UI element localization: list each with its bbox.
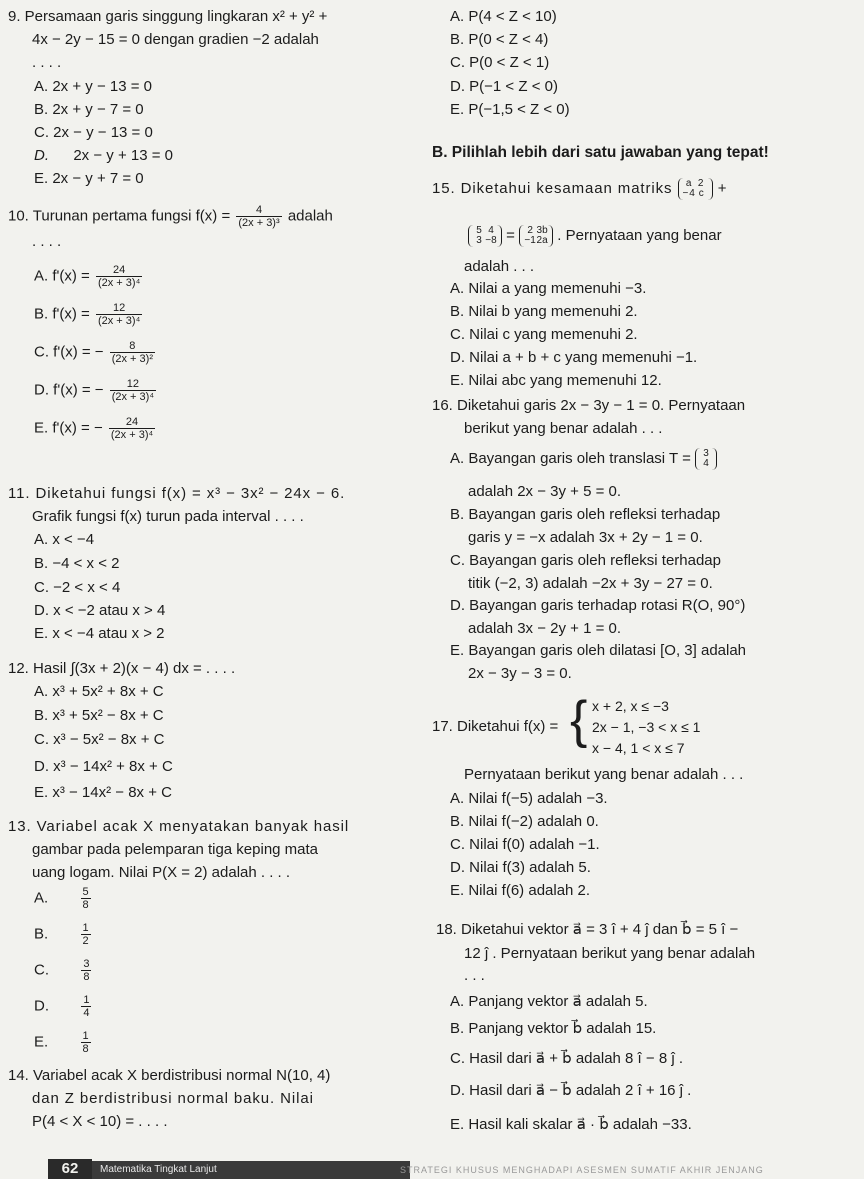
q16-option-d[interactable]: D. Bayangan garis terhadap rotasi R(O, 90°) xyxy=(450,597,746,614)
q15-m1-a: a xyxy=(685,178,693,189)
q10-c-label: C. f'(x) = − xyxy=(34,343,104,361)
q18-stem-line3: . . . xyxy=(464,967,485,984)
q13-stem-line1: 13. Variabel acak X menyatakan banyak hasil xyxy=(8,818,350,835)
q13-option-e[interactable] xyxy=(34,1030,93,1055)
q10-a-label: A. f'(x) = xyxy=(34,267,90,285)
q10-stem-num: 4 xyxy=(236,204,281,217)
q10-stem-den: (2x + 3)³ xyxy=(238,217,280,229)
q15-m3-d: 2a xyxy=(536,235,548,246)
q17-option-d[interactable]: D. Nilai f(3) adalah 5. xyxy=(450,859,591,876)
section-b-heading: B. Pilihlah lebih dari satu jawaban yang tepat! xyxy=(432,144,769,161)
q17-stem-line2: Pernyataan berikut yang benar adalah . . . xyxy=(464,766,744,783)
q11-option-a[interactable]: A. x < −4 xyxy=(34,531,95,548)
q18-option-c[interactable]: C. Hasil dari a⃗ + b⃗ adalah 8 î − 8 ĵ . xyxy=(450,1050,683,1067)
q9-option-d-label: D. xyxy=(34,147,49,164)
q9-stem-line1: 9. Persamaan garis singgung lingkaran x² + y² + xyxy=(8,8,328,25)
q13-c-fraction xyxy=(81,958,91,983)
q12-option-b[interactable]: B. x³ + 5x² − 8x + C xyxy=(34,707,164,724)
page-number: 62 xyxy=(48,1159,92,1179)
q16-translation-vector xyxy=(695,448,717,470)
q12-option-d[interactable]: D. x³ − 14x² + 8x + C xyxy=(34,758,173,775)
q12-option-c[interactable]: C. x³ − 5x² − 8x + C xyxy=(34,731,165,748)
q18-option-e[interactable]: E. Hasil kali skalar a⃗ · b⃗ adalah −33. xyxy=(450,1116,692,1133)
q17-case-2: 2x − 1, −3 < x ≤ 1 xyxy=(592,719,701,735)
q16-option-e[interactable]: E. Bayangan garis oleh dilatasi [O, 3] adalah xyxy=(450,642,747,659)
q18-option-a[interactable]: A. Panjang vektor a⃗ adalah 5. xyxy=(450,993,648,1010)
q10-e-fraction xyxy=(109,416,155,441)
q13-a-den: 8 xyxy=(82,899,89,911)
q13-a-num: 5 xyxy=(82,886,89,898)
q10-d-label: D. f'(x) = − xyxy=(34,381,104,399)
q13-stem-line3: uang logam. Nilai P(X = 2) adalah . . . . xyxy=(32,864,291,881)
q15-plus: + xyxy=(717,179,728,197)
q13-b-num: 1 xyxy=(82,922,89,934)
q10-c-num: 8 xyxy=(110,340,155,353)
q14-stem-line3: P(4 < X < 10) = . . . . xyxy=(32,1113,168,1130)
q9-option-d-text: 2x − y + 13 = 0 xyxy=(73,147,173,164)
q17-case-1: x + 2, x ≤ −3 xyxy=(592,698,669,714)
q13-a-label: A. xyxy=(34,889,49,907)
q15-stem-line2 xyxy=(468,225,722,247)
q9-option-e[interactable]: E. 2x − y + 7 = 0 xyxy=(34,170,144,187)
q18-stem-line2: 12 ĵ . Pernyataan berikut yang benar adalah xyxy=(464,945,756,962)
q18-option-d[interactable]: D. Hasil dari a⃗ − b⃗ adalah 2 î + 16 ĵ . xyxy=(450,1082,692,1099)
q10-stem-text: 10. Turunan pertama fungsi f(x) = xyxy=(8,207,231,225)
q16-option-e-line2: 2x − 3y − 3 = 0. xyxy=(468,665,572,682)
q15-option-e[interactable]: E. Nilai abc yang memenuhi 12. xyxy=(450,372,662,389)
q10-option-b[interactable] xyxy=(34,302,144,327)
q10-option-e[interactable] xyxy=(34,416,157,441)
q10-option-a[interactable] xyxy=(34,264,144,289)
q10-stem-fraction xyxy=(236,204,281,229)
q17-option-c[interactable]: C. Nilai f(0) adalah −1. xyxy=(450,836,600,853)
q13-a-fraction xyxy=(81,886,91,911)
q15-m1-d: c xyxy=(698,188,705,199)
q11-stem-line1: 11. Diketahui fungsi f(x) = x³ − 3x² − 24x − 6. xyxy=(8,485,346,502)
q13-option-a[interactable] xyxy=(34,886,93,911)
q16-option-b-line2: garis y = −x adalah 3x + 2y − 1 = 0. xyxy=(468,529,703,546)
q16-stem-line2: berikut yang benar adalah . . . xyxy=(464,420,663,437)
q9-option-c[interactable]: C. 2x − y − 13 = 0 xyxy=(34,124,153,141)
q14-stem-line1: 14. Variabel acak X berdistribusi normal N(10, 4) xyxy=(8,1067,331,1084)
q10-stem-line2: . . . . xyxy=(32,233,62,250)
q10-a-num: 24 xyxy=(96,264,142,277)
q15-option-a[interactable]: A. Nilai a yang memenuhi −3. xyxy=(450,280,647,297)
q16-option-c-line2: titik (−2, 3) adalah −2x + 3y − 27 = 0. xyxy=(468,575,713,592)
q14-stem-line2: dan Z berdistribusi normal baku. Nilai xyxy=(32,1090,314,1107)
q11-option-c[interactable]: C. −2 < x < 4 xyxy=(34,579,121,596)
q11-stem-line2: Grafik fungsi f(x) turun pada interval . . . . xyxy=(32,508,304,525)
q10-d-num: 12 xyxy=(110,378,156,391)
q10-e-num: 24 xyxy=(109,416,155,429)
q13-option-c[interactable] xyxy=(34,958,93,983)
q15-matrix-3 xyxy=(519,225,553,247)
q15-option-d[interactable]: D. Nilai a + b + c yang memenuhi −1. xyxy=(450,349,698,366)
q13-d-den: 4 xyxy=(83,1007,90,1019)
q15-stem-end: . Pernyataan yang benar xyxy=(557,226,722,244)
q9-option-d[interactable] xyxy=(34,147,173,165)
q13-b-label: B. xyxy=(34,925,49,943)
q13-b-den: 2 xyxy=(82,935,89,947)
q16-vec-y: 4 xyxy=(703,458,709,469)
series-title: STRATEGI KHUSUS MENGHADAPI ASESMEN SUMATIF AKHIR JENJANG xyxy=(400,1165,764,1175)
q9-stem-line3: . . . . xyxy=(32,54,62,71)
q10-c-fraction xyxy=(110,340,155,365)
q13-d-num: 1 xyxy=(83,994,90,1006)
q16-option-a-line2: adalah 2x − 3y + 5 = 0. xyxy=(468,483,622,500)
q14-option-a[interactable]: A. P(4 < Z < 10) xyxy=(450,8,557,25)
q10-b-fraction xyxy=(96,302,142,327)
q13-d-label: D. xyxy=(34,997,49,1015)
q10-d-fraction xyxy=(110,378,156,403)
q14-option-d[interactable]: D. P(−1 < Z < 0) xyxy=(450,78,558,95)
q9-option-b[interactable]: B. 2x + y − 7 = 0 xyxy=(34,101,144,118)
q10-d-den: (2x + 3)⁴ xyxy=(111,391,155,403)
q13-stem-line2: gambar pada pelemparan tiga keping mata xyxy=(32,841,319,858)
q13-option-d[interactable] xyxy=(34,994,93,1019)
q13-d-fraction xyxy=(81,994,91,1019)
q14-option-c[interactable]: C. P(0 < Z < 1) xyxy=(450,54,550,71)
q17-option-a[interactable]: A. Nilai f(−5) adalah −3. xyxy=(450,790,608,807)
q15-stem-line3: adalah . . . xyxy=(464,258,535,275)
q11-option-e[interactable]: E. x < −4 atau x > 2 xyxy=(34,625,165,642)
q14-option-b[interactable]: B. P(0 < Z < 4) xyxy=(450,31,549,48)
q10-option-d[interactable] xyxy=(34,378,158,403)
q10-e-label: E. f'(x) = − xyxy=(34,419,103,437)
q15-m2-c: 3 xyxy=(476,235,482,246)
q12-option-a[interactable]: A. x³ + 5x² + 8x + C xyxy=(34,683,164,700)
q16-stem-line1: 16. Diketahui garis 2x − 3y − 1 = 0. Pernyataan xyxy=(432,397,746,414)
q15-m1-c: −4 xyxy=(682,188,696,199)
q15-m2-a: 5 xyxy=(476,225,482,236)
q10-a-fraction xyxy=(96,264,142,289)
q15-m2-d: −8 xyxy=(485,235,497,246)
q17-stem-label: 17. Diketahui f(x) = xyxy=(432,718,559,735)
q15-matrix-2 xyxy=(468,225,502,247)
q10-stem xyxy=(8,204,333,229)
q15-matrix-1 xyxy=(678,178,713,200)
q16-option-b[interactable]: B. Bayangan garis oleh refleksi terhadap xyxy=(450,506,721,523)
q15-option-b[interactable]: B. Nilai b yang memenuhi 2. xyxy=(450,303,638,320)
q10-b-den: (2x + 3)⁴ xyxy=(97,315,141,327)
q13-e-fraction xyxy=(81,1030,91,1055)
q17-case-3: x − 4, 1 < x ≤ 7 xyxy=(592,740,685,756)
q12-stem: 12. Hasil ∫(3x + 2)(x − 4) dx = . . . . xyxy=(8,660,236,677)
q11-option-b[interactable]: B. −4 < x < 2 xyxy=(34,555,120,572)
q15-option-c[interactable]: C. Nilai c yang memenuhi 2. xyxy=(450,326,638,343)
q10-stem-end: adalah xyxy=(287,207,333,225)
q17-option-e[interactable]: E. Nilai f(6) adalah 2. xyxy=(450,882,591,899)
q13-e-num: 1 xyxy=(82,1030,89,1042)
q13-b-fraction xyxy=(81,922,91,947)
q10-b-num: 12 xyxy=(96,302,142,315)
q10-b-label: B. f'(x) = xyxy=(34,305,90,323)
q15-stem-text: 15. Diketahui kesamaan matriks xyxy=(432,179,673,197)
q13-c-num: 3 xyxy=(83,958,90,970)
q10-c-den: (2x + 3)² xyxy=(111,353,153,365)
q15-equals: = xyxy=(506,226,515,244)
q10-a-den: (2x + 3)⁴ xyxy=(97,277,141,289)
q17-brace: { xyxy=(570,691,588,749)
q13-option-b[interactable] xyxy=(34,922,93,947)
q16-a-text: A. Bayangan garis oleh translasi T = xyxy=(450,449,691,467)
q15-m3-c: −1 xyxy=(524,235,536,246)
q10-option-c[interactable] xyxy=(34,340,157,365)
q15-m3-b: 3b xyxy=(536,225,548,236)
q16-vec-x: 3 xyxy=(703,448,709,459)
q10-e-den: (2x + 3)⁴ xyxy=(110,429,154,441)
q17-option-b[interactable]: B. Nilai f(−2) adalah 0. xyxy=(450,813,599,830)
q15-m2-b: 4 xyxy=(488,225,494,236)
q15-stem-line1 xyxy=(432,178,727,200)
q13-e-den: 8 xyxy=(82,1043,89,1055)
q18-stem-line1: 18. Diketahui vektor a⃗ = 3 î + 4 ĵ dan b⃗ = 5 î − xyxy=(436,921,739,938)
q16-option-a[interactable] xyxy=(450,448,717,470)
q13-c-label: C. xyxy=(34,961,49,979)
q15-m1-b: 2 xyxy=(697,178,705,189)
q16-option-d-line2: adalah 3x − 2y + 1 = 0. xyxy=(468,620,622,637)
q11-option-d[interactable]: D. x < −2 atau x > 4 xyxy=(34,602,166,619)
q12-option-e[interactable]: E. x³ − 14x² − 8x + C xyxy=(34,784,172,801)
q13-e-label: E. xyxy=(34,1033,49,1051)
book-title: Matematika Tingkat Lanjut xyxy=(92,1161,410,1179)
q9-stem-line2: 4x − 2y − 15 = 0 dengan gradien −2 adalah xyxy=(32,31,319,48)
q14-option-e[interactable]: E. P(−1,5 < Z < 0) xyxy=(450,101,570,118)
q13-c-den: 8 xyxy=(83,971,90,983)
q18-option-b[interactable]: B. Panjang vektor b⃗ adalah 15. xyxy=(450,1020,657,1037)
q15-m3-a: 2 xyxy=(527,225,533,236)
q9-option-a[interactable]: A. 2x + y − 13 = 0 xyxy=(34,78,152,95)
q16-option-c[interactable]: C. Bayangan garis oleh refleksi terhadap xyxy=(450,552,721,569)
